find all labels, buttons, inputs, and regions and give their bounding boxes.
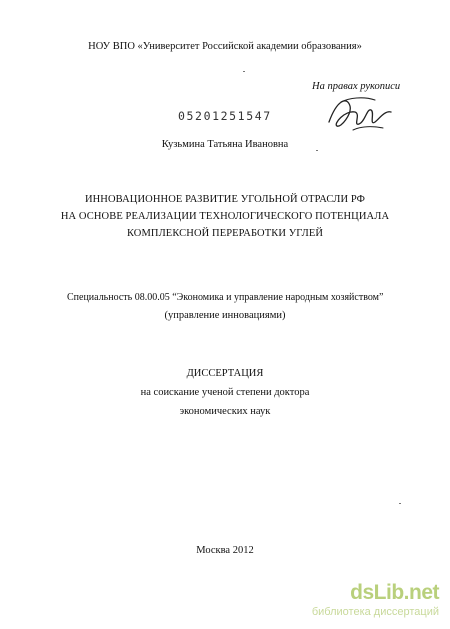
scan-speck	[399, 503, 401, 504]
degree-line: на соискание ученой степени доктора	[140, 387, 310, 398]
title-line-3: КОМПЛЕКСНОЙ ПЕРЕРАБОТКИ УГЛЕЙ	[126, 228, 324, 239]
city-year: Москва 2012	[196, 545, 254, 556]
watermark	[311, 581, 445, 623]
watermark-logo: dsLib.net	[350, 581, 439, 604]
watermark-subtitle: библиотека диссертаций	[311, 606, 439, 618]
institution-header: НОУ ВПО «Университет Российской академии образования»	[88, 41, 362, 52]
title-line-2: НА ОСНОВЕ РЕАЛИЗАЦИИ ТЕХНОЛОГИЧЕСКОГО ПОТЕНЦИАЛА	[60, 211, 390, 222]
author-name: Кузьмина Татьяна Ивановна	[161, 139, 289, 150]
title-line-1: ИННОВАЦИОННОЕ РАЗВИТИЕ УГОЛЬНОЙ ОТРАСЛИ РФ	[84, 194, 366, 205]
specialty-subtitle: (управление инновациями)	[164, 310, 286, 321]
specialty-line: Специальность 08.00.05 “Экономика и управление народным хозяйством”	[67, 292, 384, 303]
scan-speck	[316, 150, 318, 151]
dissertation-label: ДИССЕРТАЦИЯ	[186, 368, 264, 379]
manuscript-note: На правах рукописи	[312, 81, 401, 92]
signature-icon	[323, 92, 395, 136]
scan-speck	[243, 71, 245, 72]
document-number: 05201251547	[178, 109, 272, 123]
field-line: экономических наук	[179, 406, 271, 417]
